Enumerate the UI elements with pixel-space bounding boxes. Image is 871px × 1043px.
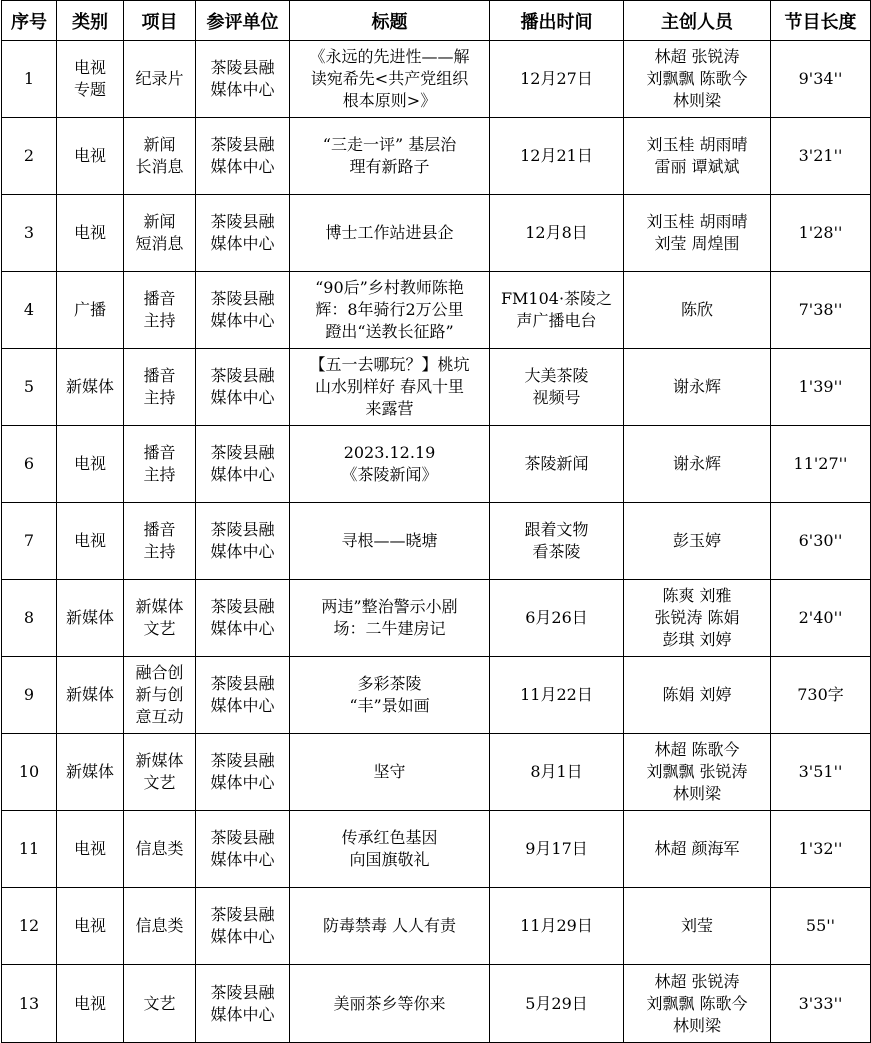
cell-item bbox=[124, 195, 196, 272]
cell-creators bbox=[624, 118, 771, 195]
cell-title bbox=[290, 811, 490, 888]
cell-broadcast-time-line: 11月29日 bbox=[520, 916, 593, 935]
cell-category bbox=[57, 41, 124, 118]
table-row bbox=[2, 426, 871, 503]
header-no: 序号 bbox=[2, 1, 57, 41]
cell-no: 3 bbox=[2, 195, 57, 272]
cell-category-line: 新媒体 bbox=[65, 762, 114, 781]
cell-item-line: 主持 bbox=[143, 311, 176, 330]
cell-length: 1'32'' bbox=[771, 811, 871, 888]
cell-title-line: 读宛希先<共产党组织 bbox=[310, 69, 469, 88]
table-row bbox=[2, 118, 871, 195]
cell-unit-line: 媒体中心 bbox=[210, 542, 275, 561]
cell-broadcast-time bbox=[490, 41, 624, 118]
cell-unit-line: 媒体中心 bbox=[210, 157, 275, 176]
cell-item-line: 文艺 bbox=[143, 619, 176, 638]
cell-unit bbox=[196, 195, 290, 272]
cell-creators-line: 林超 张锐涛 bbox=[654, 971, 740, 991]
cell-item bbox=[124, 41, 196, 118]
cell-unit bbox=[196, 657, 290, 734]
cell-broadcast-time bbox=[490, 580, 624, 657]
cell-item-line: 主持 bbox=[143, 465, 176, 484]
cell-category bbox=[57, 272, 124, 349]
cell-broadcast-time bbox=[490, 272, 624, 349]
cell-length: 3'51'' bbox=[771, 734, 871, 811]
cell-item-line: 文艺 bbox=[143, 993, 176, 1013]
cell-category bbox=[57, 888, 124, 965]
cell-category-line: 电视 bbox=[73, 146, 106, 165]
cell-no: 13 bbox=[2, 965, 57, 1043]
cell-title bbox=[290, 657, 490, 734]
cell-title-line: 寻根——晓塘 bbox=[341, 531, 438, 550]
cell-unit-line: 媒体中心 bbox=[210, 465, 275, 484]
cell-category bbox=[57, 118, 124, 195]
cell-title-line: 坚守 bbox=[373, 762, 406, 781]
cell-title-line: 两违”整治警示小剧 bbox=[321, 597, 458, 616]
cell-category bbox=[57, 349, 124, 426]
cell-title bbox=[290, 349, 490, 426]
cell-title-line: 《永远的先进性——解 bbox=[309, 47, 470, 66]
cell-item bbox=[124, 272, 196, 349]
cell-unit-line: 茶陵县融 bbox=[210, 674, 275, 693]
cell-item bbox=[124, 965, 196, 1043]
cell-broadcast-time bbox=[490, 426, 624, 503]
cell-creators bbox=[624, 503, 771, 580]
cell-no: 6 bbox=[2, 426, 57, 503]
cell-unit bbox=[196, 888, 290, 965]
cell-broadcast-time-line: 跟着文物 bbox=[524, 520, 589, 539]
cell-length: 6'30'' bbox=[771, 503, 871, 580]
cell-unit-line: 茶陵县融 bbox=[210, 135, 275, 154]
cell-broadcast-time-line: 12月21日 bbox=[520, 146, 593, 165]
cell-creators-line: 林则梁 bbox=[672, 784, 721, 803]
cell-unit bbox=[196, 965, 290, 1043]
cell-unit-line: 茶陵县融 bbox=[210, 366, 275, 385]
cell-item-line: 新媒体 bbox=[135, 597, 184, 616]
header-unit: 参评单位 bbox=[196, 1, 290, 41]
cell-creators-line: 刘飘飘 陈歌今 bbox=[646, 69, 748, 88]
cell-title-line: “90后”乡村教师陈艳 bbox=[315, 278, 464, 297]
cell-creators-line: 陈爽 刘雅 bbox=[662, 586, 732, 605]
cell-unit-line: 媒体中心 bbox=[210, 619, 275, 638]
cell-unit-line: 媒体中心 bbox=[210, 234, 275, 253]
cell-creators-line: 张锐涛 陈娟 bbox=[654, 608, 740, 627]
cell-creators bbox=[624, 965, 771, 1043]
cell-creators-line: 林超 陈歌今 bbox=[654, 740, 740, 759]
cell-unit-line: 茶陵县融 bbox=[210, 520, 275, 539]
cell-unit-line: 茶陵县融 bbox=[210, 443, 275, 462]
header-row bbox=[2, 1, 871, 41]
cell-creators bbox=[624, 195, 771, 272]
cell-creators-line: 刘玉桂 胡雨晴 bbox=[646, 135, 748, 154]
cell-category-line: 电视 bbox=[73, 839, 106, 858]
cell-item-line: 播音 bbox=[143, 366, 176, 385]
cell-category bbox=[57, 426, 124, 503]
cell-title-line: 《茶陵新闻》 bbox=[341, 465, 438, 484]
cell-category bbox=[57, 580, 124, 657]
table-row bbox=[2, 580, 871, 657]
cell-title-line: 多彩茶陵 bbox=[357, 674, 422, 693]
cell-creators bbox=[624, 734, 771, 811]
cell-item-line: 信息类 bbox=[135, 916, 184, 935]
cell-item-line: 短消息 bbox=[135, 234, 184, 253]
table-body bbox=[2, 41, 871, 1043]
cell-creators bbox=[624, 811, 771, 888]
cell-no: 10 bbox=[2, 734, 57, 811]
cell-item bbox=[124, 349, 196, 426]
cell-length: 3'21'' bbox=[771, 118, 871, 195]
cell-unit-line: 媒体中心 bbox=[210, 80, 275, 99]
cell-item-line: 纪录片 bbox=[135, 69, 184, 88]
header-length: 节目长度 bbox=[771, 1, 871, 41]
cell-length: 55'' bbox=[771, 888, 871, 965]
cell-broadcast-time-line: 大美茶陵 bbox=[524, 366, 589, 385]
table-row bbox=[2, 503, 871, 580]
cell-length: 11'27'' bbox=[771, 426, 871, 503]
cell-title-line: “三走一评” 基层治 bbox=[322, 135, 457, 154]
cell-title bbox=[290, 965, 490, 1043]
cell-title bbox=[290, 41, 490, 118]
cell-unit-line: 茶陵县融 bbox=[210, 289, 275, 308]
cell-creators-line: 雷丽 谭斌斌 bbox=[654, 157, 740, 176]
cell-unit bbox=[196, 426, 290, 503]
table-row bbox=[2, 734, 871, 811]
cell-item-line: 新闻 bbox=[143, 135, 176, 154]
cell-creators-line: 陈娟 刘婷 bbox=[662, 685, 732, 704]
cell-item bbox=[124, 811, 196, 888]
cell-creators bbox=[624, 888, 771, 965]
cell-item bbox=[124, 118, 196, 195]
cell-category-line: 广播 bbox=[73, 300, 106, 319]
cell-title bbox=[290, 888, 490, 965]
cell-category-line: 新媒体 bbox=[65, 685, 114, 704]
cell-unit-line: 茶陵县融 bbox=[210, 982, 275, 1002]
cell-creators-line: 彭琪 刘婷 bbox=[662, 630, 732, 649]
table-row bbox=[2, 349, 871, 426]
cell-no: 1 bbox=[2, 41, 57, 118]
cell-creators-line: 刘飘飘 陈歌今 bbox=[646, 993, 748, 1013]
cell-broadcast-time bbox=[490, 349, 624, 426]
cell-unit-line: 媒体中心 bbox=[210, 311, 275, 330]
cell-unit-line: 媒体中心 bbox=[210, 773, 275, 792]
cell-broadcast-time-line: FM104·茶陵之 bbox=[500, 289, 613, 308]
cell-item-line: 长消息 bbox=[135, 157, 184, 176]
cell-broadcast-time-line: 9月17日 bbox=[525, 839, 588, 858]
cell-unit-line: 茶陵县融 bbox=[210, 597, 275, 616]
cell-item bbox=[124, 426, 196, 503]
cell-creators-line: 谢永辉 bbox=[672, 454, 721, 473]
cell-title bbox=[290, 118, 490, 195]
cell-creators bbox=[624, 349, 771, 426]
cell-broadcast-time bbox=[490, 657, 624, 734]
cell-item-line: 新与创 bbox=[135, 685, 184, 704]
cell-category bbox=[57, 965, 124, 1043]
cell-creators-line: 彭玉婷 bbox=[672, 531, 721, 550]
cell-unit bbox=[196, 734, 290, 811]
table-row bbox=[2, 888, 871, 965]
cell-category-line: 电视 bbox=[73, 993, 106, 1013]
cell-creators-line: 林则梁 bbox=[672, 1015, 721, 1035]
cell-unit-line: 茶陵县融 bbox=[210, 905, 275, 924]
cell-item-line: 文艺 bbox=[143, 773, 176, 792]
cell-unit bbox=[196, 41, 290, 118]
cell-unit bbox=[196, 272, 290, 349]
cell-unit-line: 媒体中心 bbox=[210, 1004, 275, 1024]
cell-title-line: 2023.12.19 bbox=[343, 443, 436, 462]
table-row bbox=[2, 657, 871, 734]
cell-title-line: 理有新路子 bbox=[349, 157, 430, 176]
cell-no: 4 bbox=[2, 272, 57, 349]
cell-length: 7'38'' bbox=[771, 272, 871, 349]
cell-title-line: 场：二牛建房记 bbox=[333, 619, 446, 638]
cell-no: 12 bbox=[2, 888, 57, 965]
cell-creators-line: 刘飘飘 张锐涛 bbox=[646, 762, 748, 781]
cell-category bbox=[57, 657, 124, 734]
cell-length: 1'39'' bbox=[771, 349, 871, 426]
cell-unit-line: 媒体中心 bbox=[210, 696, 275, 715]
cell-title-line: “丰”景如画 bbox=[349, 696, 430, 715]
cell-creators-line: 林超 颜海军 bbox=[654, 839, 740, 858]
cell-item-line: 播音 bbox=[143, 443, 176, 462]
cell-broadcast-time bbox=[490, 811, 624, 888]
cell-item bbox=[124, 734, 196, 811]
header-broadcast-time: 播出时间 bbox=[490, 1, 624, 41]
header-title: 标题 bbox=[290, 1, 490, 41]
cell-unit-line: 茶陵县融 bbox=[210, 58, 275, 77]
cell-creators bbox=[624, 580, 771, 657]
cell-unit-line: 茶陵县融 bbox=[210, 751, 275, 770]
cell-broadcast-time bbox=[490, 195, 624, 272]
cell-broadcast-time-line: 声广播电台 bbox=[516, 311, 597, 330]
cell-category-line: 电视 bbox=[73, 531, 106, 550]
cell-title-line: 博士工作站进县企 bbox=[325, 223, 454, 242]
cell-category-line: 新媒体 bbox=[65, 608, 114, 627]
cell-item-line: 播音 bbox=[143, 520, 176, 539]
cell-item bbox=[124, 657, 196, 734]
header-item: 项目 bbox=[124, 1, 196, 41]
cell-length: 730字 bbox=[771, 657, 871, 734]
cell-creators-line: 刘莹 bbox=[680, 916, 713, 935]
cell-title bbox=[290, 503, 490, 580]
cell-category bbox=[57, 195, 124, 272]
cell-title bbox=[290, 580, 490, 657]
cell-no: 8 bbox=[2, 580, 57, 657]
cell-length: 1'28'' bbox=[771, 195, 871, 272]
header-creators: 主创人员 bbox=[624, 1, 771, 41]
cell-broadcast-time bbox=[490, 965, 624, 1043]
cell-broadcast-time-line: 11月22日 bbox=[520, 685, 593, 704]
cell-unit-line: 茶陵县融 bbox=[210, 212, 275, 231]
cell-category bbox=[57, 734, 124, 811]
cell-creators-line: 谢永辉 bbox=[672, 377, 721, 396]
cell-unit-line: 媒体中心 bbox=[210, 388, 275, 407]
cell-broadcast-time bbox=[490, 503, 624, 580]
cell-broadcast-time bbox=[490, 734, 624, 811]
cell-no: 5 bbox=[2, 349, 57, 426]
cell-broadcast-time-line: 12月8日 bbox=[525, 223, 588, 242]
table-row bbox=[2, 195, 871, 272]
cell-category bbox=[57, 503, 124, 580]
cell-category-line: 电视 bbox=[73, 58, 106, 77]
cell-category-line: 电视 bbox=[73, 916, 106, 935]
cell-title bbox=[290, 734, 490, 811]
cell-title-line: 美丽茶乡等你来 bbox=[333, 993, 446, 1013]
cell-title-line: 传承红色基因 bbox=[341, 828, 438, 847]
cell-title-line: 【五一去哪玩？】桃坑 bbox=[309, 355, 470, 374]
cell-creators-line: 林则梁 bbox=[672, 91, 721, 110]
cell-title-line: 根本原则>》 bbox=[342, 91, 437, 110]
cell-category-line: 电视 bbox=[73, 223, 106, 242]
cell-no: 7 bbox=[2, 503, 57, 580]
cell-creators bbox=[624, 657, 771, 734]
cell-broadcast-time-line: 8月1日 bbox=[530, 762, 583, 781]
cell-broadcast-time bbox=[490, 888, 624, 965]
cell-creators bbox=[624, 426, 771, 503]
cell-item-line: 融合创 bbox=[135, 663, 184, 682]
cell-unit bbox=[196, 503, 290, 580]
cell-item bbox=[124, 580, 196, 657]
cell-length: 2'40'' bbox=[771, 580, 871, 657]
cell-no: 2 bbox=[2, 118, 57, 195]
cell-item-line: 信息类 bbox=[135, 839, 184, 858]
cell-item bbox=[124, 888, 196, 965]
cell-title-line: 山水别样好 春风十里 bbox=[314, 377, 465, 396]
cell-broadcast-time-line: 茶陵新闻 bbox=[524, 454, 589, 473]
cell-creators-line: 刘莹 周煌围 bbox=[654, 234, 740, 253]
cell-broadcast-time bbox=[490, 118, 624, 195]
cell-category-line: 新媒体 bbox=[65, 377, 114, 396]
cell-title-line: 防毒禁毒 人人有责 bbox=[322, 916, 457, 935]
table-row bbox=[2, 41, 871, 118]
table-row bbox=[2, 272, 871, 349]
table-row bbox=[2, 811, 871, 888]
cell-broadcast-time-line: 5月29日 bbox=[525, 993, 588, 1013]
cell-unit-line: 媒体中心 bbox=[210, 927, 275, 946]
cell-item-line: 意互动 bbox=[135, 707, 184, 726]
cell-broadcast-time-line: 看茶陵 bbox=[532, 542, 581, 561]
cell-unit bbox=[196, 118, 290, 195]
cell-item bbox=[124, 503, 196, 580]
program-table bbox=[1, 0, 871, 1043]
cell-creators bbox=[624, 41, 771, 118]
cell-unit bbox=[196, 349, 290, 426]
cell-creators-line: 陈欣 bbox=[680, 300, 713, 319]
cell-unit bbox=[196, 811, 290, 888]
cell-broadcast-time-line: 6月26日 bbox=[525, 608, 588, 627]
cell-item-line: 主持 bbox=[143, 542, 176, 561]
cell-unit bbox=[196, 580, 290, 657]
cell-title bbox=[290, 426, 490, 503]
cell-broadcast-time-line: 视频号 bbox=[532, 388, 581, 407]
cell-creators-line: 林超 张锐涛 bbox=[654, 47, 740, 66]
cell-category-line: 专题 bbox=[73, 80, 106, 99]
cell-unit-line: 媒体中心 bbox=[210, 850, 275, 869]
cell-item-line: 新媒体 bbox=[135, 751, 184, 770]
cell-title bbox=[290, 195, 490, 272]
cell-broadcast-time-line: 12月27日 bbox=[520, 69, 593, 88]
cell-creators-line: 刘玉桂 胡雨晴 bbox=[646, 212, 748, 231]
header-category: 类别 bbox=[57, 1, 124, 41]
cell-creators bbox=[624, 272, 771, 349]
cell-title bbox=[290, 272, 490, 349]
cell-category bbox=[57, 811, 124, 888]
cell-no: 11 bbox=[2, 811, 57, 888]
table-row bbox=[2, 965, 871, 1043]
cell-title-line: 向国旗敬礼 bbox=[349, 850, 430, 869]
cell-item-line: 播音 bbox=[143, 289, 176, 308]
cell-length: 3'33'' bbox=[771, 965, 871, 1043]
cell-title-line: 辉：8年骑行2万公里 bbox=[315, 300, 464, 319]
cell-item-line: 新闻 bbox=[143, 212, 176, 231]
cell-title-line: 来露营 bbox=[365, 399, 414, 418]
cell-title-line: 蹬出“送教长征路” bbox=[325, 322, 454, 341]
cell-item-line: 主持 bbox=[143, 388, 176, 407]
cell-unit-line: 茶陵县融 bbox=[210, 828, 275, 847]
cell-category-line: 电视 bbox=[73, 454, 106, 473]
cell-no: 9 bbox=[2, 657, 57, 734]
cell-length: 9'34'' bbox=[771, 41, 871, 118]
